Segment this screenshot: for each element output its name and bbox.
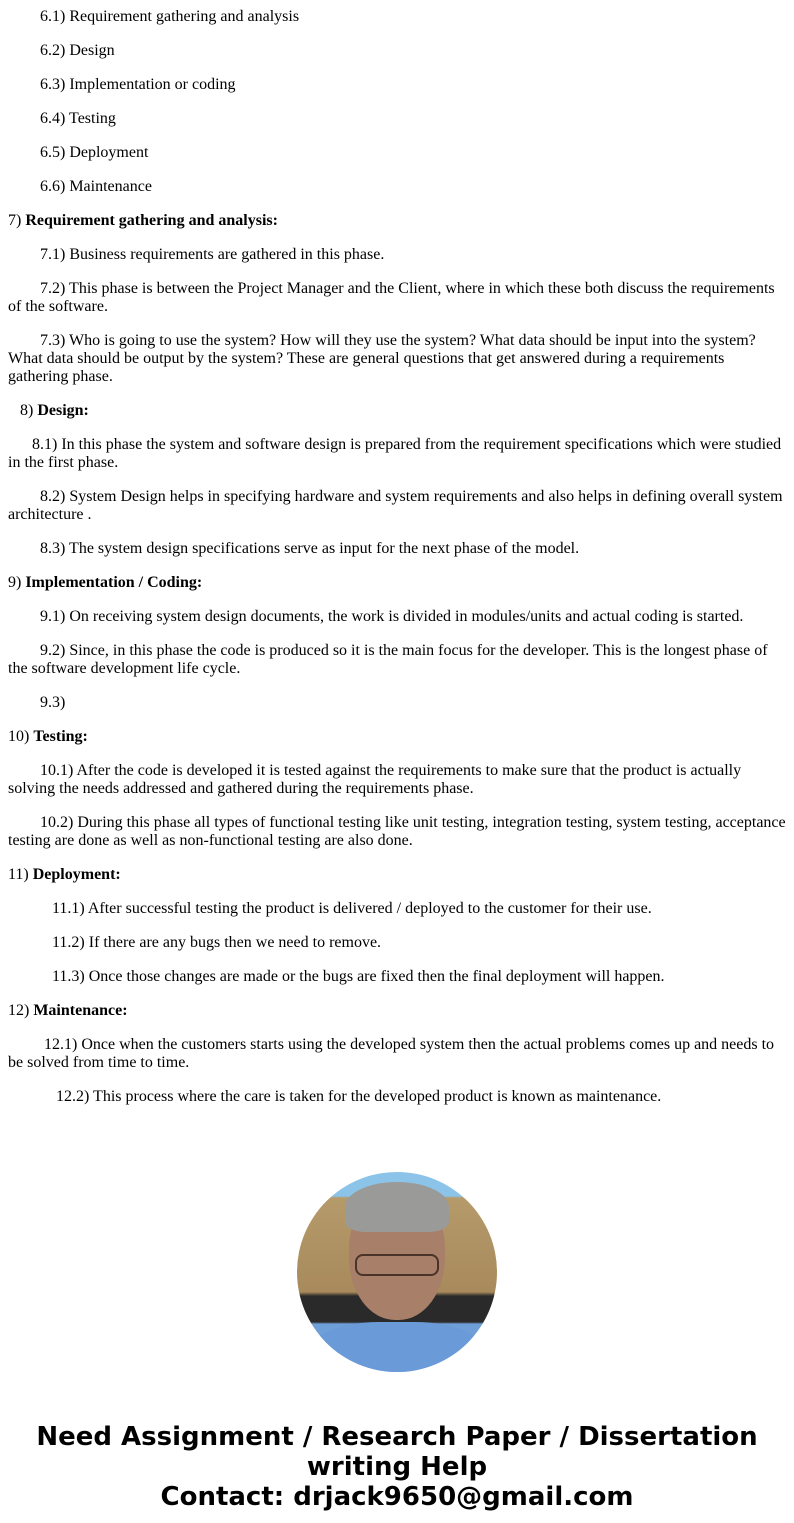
section-heading-7 (8, 212, 786, 230)
section-item: 8.2) System Design helps in specifying hardware and system requirements and also helps in defining overall system architecture . (8, 488, 783, 523)
section-item: 8.1) In this phase the system and software design is prepared from the requirement specifications which were studied in the first phase. (8, 436, 782, 471)
phase-item: 6.6) Maintenance (40, 178, 152, 195)
phase-item: 6.2) Design (40, 42, 115, 59)
hair-shape (345, 1182, 449, 1232)
section-title: Maintenance: (33, 1002, 128, 1019)
banner-headline: Need Assignment / Research Paper / Dissertation writing Help (36, 1422, 758, 1482)
section-number: 7) (8, 212, 26, 229)
section-item: 9.2) Since, in this phase the code is produced so it is the main focus for the developer. This is the longest phase of the software development life cycle. (8, 642, 768, 677)
section-title: Requirement gathering and analysis: (25, 212, 278, 229)
section-number: 12) (8, 1002, 34, 1019)
banner-contact: Contact: drjack9650@gmail.com (160, 1482, 634, 1512)
section-item: 12.2) This process where the care is taken for the developed product is known as maintenance. (56, 1088, 662, 1105)
section-heading-12 (8, 1002, 786, 1020)
section-item: 10.2) During this phase all types of functional testing like unit testing, integration testing, system testing, acceptance testing are done as well as non-functional testing are also done. (8, 814, 786, 849)
section-title: Testing: (33, 728, 88, 745)
section-item: 9.3) (40, 694, 66, 711)
section-item: 7.3) Who is going to use the system? How will they use the system? What data should be input into the system? What data should be output by the system? These are general questions that get answered during a requirements gathering phase. (8, 332, 756, 385)
section-item: 8.3) The system design specifications serve as input for the next phase of the model. (40, 540, 580, 557)
contact-banner (8, 1422, 786, 1512)
section-heading-9 (8, 574, 786, 592)
section-heading-8 (8, 402, 786, 420)
section-heading-11 (8, 866, 786, 884)
section-number: 9) (8, 574, 26, 591)
section-item: 11.1) After successful testing the product is delivered / deployed to the customer for their use. (52, 900, 652, 917)
section-item: 9.1) On receiving system design documents, the work is divided in modules/units and actual coding is started. (40, 608, 744, 625)
author-photo-container (8, 1172, 786, 1372)
phase-item: 6.1) Requirement gathering and analysis (40, 8, 300, 25)
section-item: 11.3) Once those changes are made or the bugs are fixed then the final deployment will happen. (52, 968, 665, 985)
section-item: 7.1) Business requirements are gathered in this phase. (40, 246, 385, 263)
section-title: Deployment: (32, 866, 121, 883)
section-item: 10.1) After the code is developed it is tested against the requirements to make sure that the product is actually solving the needs addressed and gathered during the requirements phase. (8, 762, 742, 797)
shirt-shape (307, 1322, 487, 1372)
section-title: Design: (37, 402, 89, 419)
section-number: 10) (8, 728, 34, 745)
section-number: 11) (8, 866, 33, 883)
section-item: 11.2) If there are any bugs then we need to remove. (52, 934, 382, 951)
phase-item: 6.3) Implementation or coding (40, 76, 236, 93)
section-heading-10 (8, 728, 786, 746)
section-number: 8) (20, 402, 38, 419)
author-photo (297, 1172, 497, 1372)
phase-item: 6.4) Testing (40, 110, 116, 127)
phase-item: 6.5) Deployment (40, 144, 149, 161)
glasses-shape (355, 1254, 439, 1276)
section-title: Implementation / Coding: (25, 574, 203, 591)
section-item: 7.2) This phase is between the Project Manager and the Client, where in which these both discuss the requirements of the software. (8, 280, 775, 315)
section-item: 12.1) Once when the customers starts using the developed system then the actual problems comes up and needs to be solved from time to time. (8, 1036, 775, 1071)
